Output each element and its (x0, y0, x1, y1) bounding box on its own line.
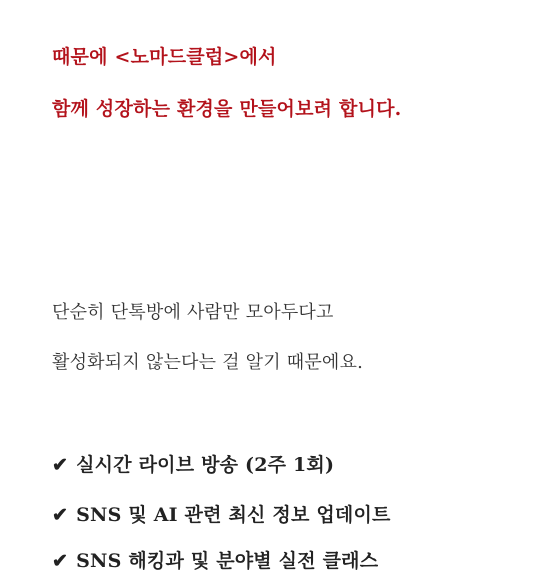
checklist-item-label: SNS 및 AI 관련 최신 정보 업데이트 (76, 504, 391, 526)
body-line-2: 활성화되지 않는다는 걸 알기 때문에요. (52, 352, 364, 373)
check-icon: ✔ (52, 504, 69, 526)
checklist-item-label: 실시간 라이브 방송 (2주 1회) (76, 454, 335, 476)
intro-line-2: 함께 성장하는 환경을 만들어보려 합니다. (52, 98, 402, 120)
checklist-item (52, 500, 391, 527)
checklist-item (52, 546, 378, 573)
intro-line-1: 때문에 <노마드클럽>에서 (52, 46, 277, 68)
check-icon: ✔ (52, 454, 69, 476)
body-line-1: 단순히 단톡방에 사람만 모아두다고 (52, 302, 334, 323)
checklist-item (52, 450, 334, 477)
check-icon: ✔ (52, 550, 69, 572)
checklist-item-label: SNS 해킹과 및 분야별 실전 클래스 (76, 550, 379, 572)
